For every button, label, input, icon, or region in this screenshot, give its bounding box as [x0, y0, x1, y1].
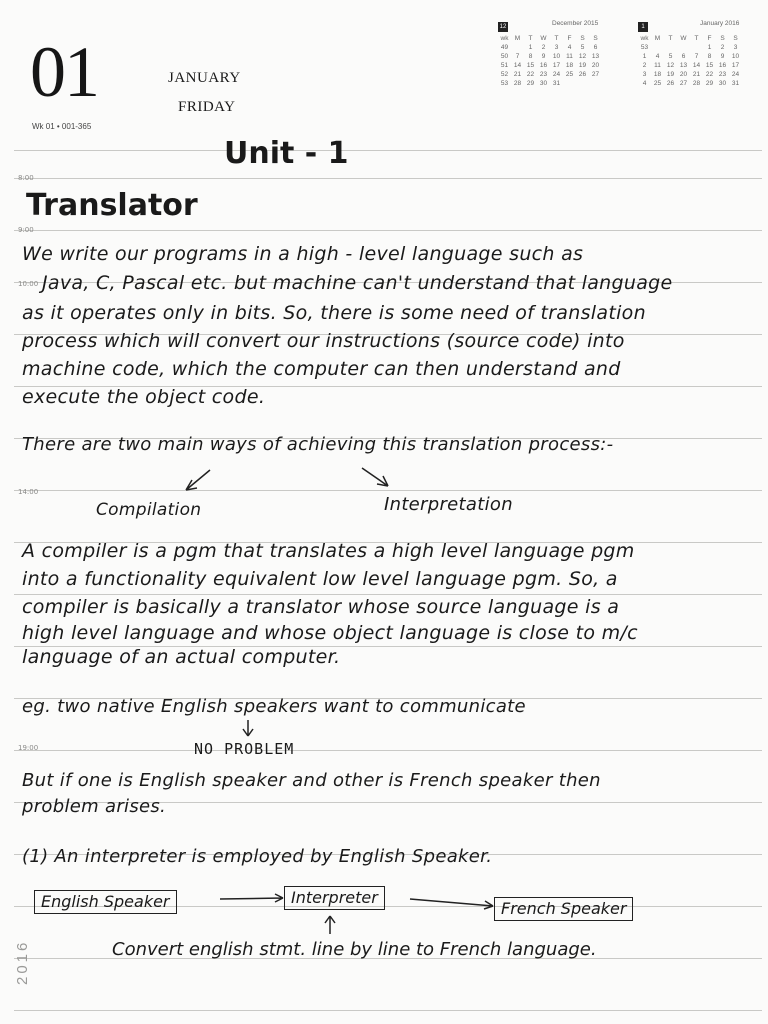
calendar-cell: 14 — [692, 62, 701, 69]
calendar-cell: 6 — [681, 53, 686, 60]
text-line: We write our programs in a high - level language such as — [22, 243, 584, 265]
calendar-cell: 26 — [666, 80, 675, 87]
calendar-cell: 7 — [694, 53, 699, 60]
branch-interpretation: Interpretation — [384, 494, 513, 515]
interpreter-box: Interpreter — [284, 886, 385, 910]
calendar-cell: 3 — [554, 44, 559, 51]
calendar-cell: 11 — [566, 53, 573, 60]
calendar-cell: 13 — [591, 53, 600, 60]
calendar-cell: 9 — [541, 53, 546, 60]
calendar-grid — [638, 34, 742, 88]
calendar-cell: T — [694, 35, 699, 42]
calendar-cell — [511, 43, 524, 52]
calendar-cell: T — [554, 35, 559, 42]
calendar-cell: W — [540, 35, 547, 42]
calendar-cell: S — [580, 35, 585, 42]
calendar-cell — [690, 43, 703, 52]
calendar-title: December 2015 — [552, 20, 599, 27]
arrow-down — [243, 720, 253, 736]
calendar-cell: F — [707, 35, 712, 42]
calendar-cell: 4 — [642, 80, 647, 87]
calendar-cell: S — [733, 35, 738, 42]
calendar-cell — [589, 79, 602, 88]
calendar-cell: 29 — [526, 80, 535, 87]
calendar-cell: 24 — [731, 71, 740, 78]
calendar-cell: 16 — [539, 62, 548, 69]
unit-title: Unit - 1 — [224, 136, 349, 171]
calendar-cell: 21 — [692, 71, 701, 78]
time-mark: 19:00 — [18, 744, 39, 752]
calendar-cell — [651, 43, 664, 52]
calendar-cell: F — [567, 35, 572, 42]
calendar-cell: 13 — [679, 62, 688, 69]
text-line: into a functionality equivalent low level language pgm. So, a — [22, 568, 618, 590]
calendar-cell: 18 — [653, 71, 662, 78]
calendar-cell: 27 — [679, 80, 688, 87]
calendar-cell: 15 — [526, 62, 535, 69]
calendar-december — [498, 20, 608, 120]
weekday-label: FRIDAY — [178, 99, 236, 115]
calendar-cell: 20 — [591, 62, 600, 69]
calendar-cell: 5 — [580, 44, 585, 51]
text-line: problem arises. — [22, 796, 167, 817]
arrow-up — [325, 916, 335, 934]
calendar-cell: 51 — [500, 62, 509, 69]
calendar-cell: 26 — [578, 71, 587, 78]
time-mark: 8:00 — [18, 174, 34, 182]
calendar-cell — [563, 79, 576, 88]
calendar-cell: 52 — [500, 71, 509, 78]
calendar-cell: 1 — [707, 44, 712, 51]
calendar-cell: wk — [500, 35, 509, 42]
calendar-cell: 22 — [705, 71, 714, 78]
calendar-cell: 16 — [718, 62, 727, 69]
text-line: There are two main ways of achieving this translation process:- — [22, 434, 614, 455]
no-problem-label: NO PROBLEM — [194, 740, 295, 758]
calendar-cell: 29 — [705, 80, 714, 87]
text-line: But if one is English speaker and other is French speaker then — [22, 770, 601, 791]
calendar-cell: M — [514, 35, 521, 42]
calendar-cell: 8 — [528, 53, 533, 60]
text-line: process which will convert our instructions (source code) into — [22, 330, 625, 352]
calendar-cell: 21 — [513, 71, 522, 78]
calendar-cell: 5 — [668, 53, 673, 60]
calendar-cell: 31 — [552, 80, 561, 87]
text-line: machine code, which the computer can then understand and — [22, 358, 621, 380]
calendar-cell: 50 — [500, 53, 509, 60]
month-label: JANUARY — [168, 70, 241, 86]
calendar-cell: 49 — [500, 44, 509, 51]
arrow-box1-box2 — [220, 894, 283, 902]
time-mark: 10:00 — [18, 280, 39, 288]
calendar-cell: 2 — [541, 44, 546, 51]
calendar-cell: 19 — [578, 62, 587, 69]
diagram-caption: Convert english stmt. line by line to French language. — [112, 939, 597, 960]
calendar-grid — [498, 34, 602, 88]
calendar-cell: 1 — [528, 44, 533, 51]
calendar-cell: 53 — [640, 44, 649, 51]
calendar-cell: 14 — [513, 62, 522, 69]
calendar-cell: T — [668, 35, 673, 42]
calendar-cell: 2 — [720, 44, 725, 51]
calendar-cell: 27 — [591, 71, 600, 78]
calendar-cell: 30 — [718, 80, 727, 87]
calendar-cell: 2 — [642, 62, 647, 69]
calendar-badge: 1 — [638, 22, 648, 32]
arrow-to-compilation — [186, 470, 210, 490]
text-line: (1) An interpreter is employed by English Speaker. — [22, 846, 493, 867]
calendar-cell: 18 — [565, 62, 574, 69]
day-number: 01 — [30, 32, 98, 112]
calendar-cell: 20 — [679, 71, 688, 78]
calendar-cell: wk — [640, 35, 649, 42]
arrow-box2-box3 — [410, 899, 493, 909]
calendar-cell: 7 — [515, 53, 520, 60]
text-line: A compiler is a pgm that translates a high level language pgm — [22, 540, 635, 562]
branch-compilation: Compilation — [96, 500, 202, 520]
calendar-cell: 24 — [552, 71, 561, 78]
calendar-cell: 25 — [565, 71, 574, 78]
text-line: as it operates only in bits. So, there is some need of translation — [22, 302, 646, 324]
french-speaker-box: French Speaker — [494, 897, 633, 921]
calendar-cell: S — [593, 35, 598, 42]
calendar-cell — [664, 43, 677, 52]
calendar-cell — [576, 79, 589, 88]
calendar-cell: 19 — [666, 71, 675, 78]
text-line: high level language and whose object language is close to m/c — [22, 622, 638, 644]
text-line: language of an actual computer. — [22, 646, 341, 668]
calendar-cell: T — [528, 35, 533, 42]
calendar-cell: 12 — [666, 62, 675, 69]
time-mark: 14:00 — [18, 488, 39, 496]
calendar-badge: 12 — [499, 24, 507, 30]
section-title: Translator — [26, 188, 198, 223]
calendar-cell: 28 — [513, 80, 522, 87]
time-mark: 9:00 — [18, 226, 34, 234]
english-speaker-box: English Speaker — [34, 890, 177, 914]
calendar-cell: 25 — [653, 80, 662, 87]
calendar-cell: 4 — [567, 44, 572, 51]
calendar-cell: 15 — [705, 62, 714, 69]
calendar-cell — [677, 43, 690, 52]
text-line: execute the object code. — [22, 386, 266, 408]
calendar-cell: 11 — [654, 62, 661, 69]
calendar-cell: 28 — [692, 80, 701, 87]
calendar-cell: 8 — [707, 53, 712, 60]
calendar-cell: 17 — [552, 62, 561, 69]
arrow-to-interpretation — [362, 468, 388, 486]
calendar-cell: 23 — [718, 71, 727, 78]
calendar-cell: 6 — [593, 44, 598, 51]
calendar-cell: 4 — [655, 53, 660, 60]
calendar-cell: 30 — [539, 80, 548, 87]
calendar-cell: 53 — [500, 80, 509, 87]
calendar-cell: 3 — [642, 71, 647, 78]
calendar-cell: 1 — [642, 53, 647, 60]
calendar-cell: 9 — [720, 53, 725, 60]
calendar-cell: S — [720, 35, 725, 42]
calendar-cell: M — [654, 35, 661, 42]
calendar-january — [638, 20, 763, 120]
calendar-cell: 23 — [539, 71, 548, 78]
calendar-cell: 10 — [552, 53, 561, 60]
calendar-cell: 17 — [731, 62, 740, 69]
calendar-title: January 2016 — [700, 20, 740, 27]
text-line: eg. two native English speakers want to communicate — [22, 696, 526, 717]
text-line: compiler is basically a translator whose source language is a — [22, 596, 620, 618]
calendar-cell: 22 — [526, 71, 535, 78]
calendar-cell: W — [680, 35, 687, 42]
text-line: Java, C, Pascal etc. but machine can't understand that language — [42, 272, 673, 294]
calendar-cell: 31 — [731, 80, 740, 87]
week-info: Wk 01 • 001-365 — [32, 122, 92, 131]
calendar-cell: 10 — [731, 53, 740, 60]
calendar-cell: 3 — [733, 44, 738, 51]
calendar-cell: 12 — [578, 53, 587, 60]
year-mark: 2016 — [14, 939, 31, 985]
